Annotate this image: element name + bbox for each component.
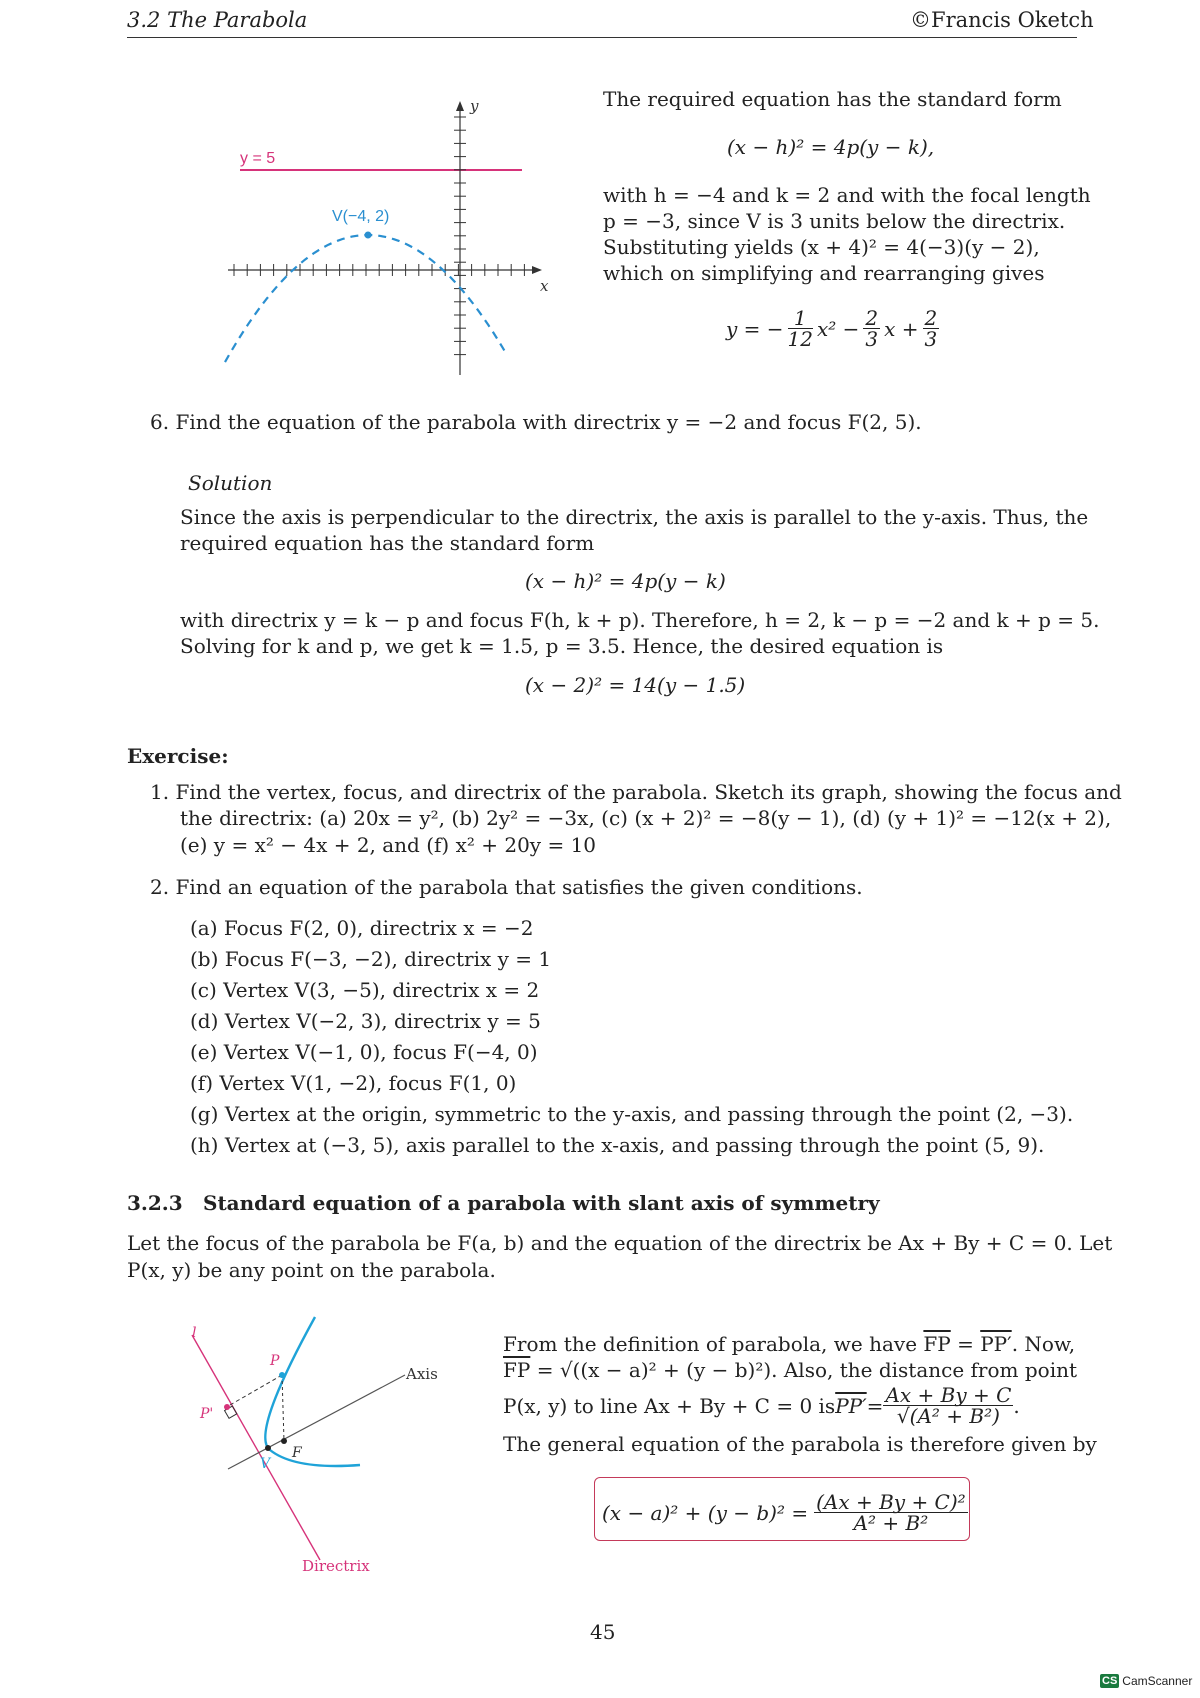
general-equation: [602, 1492, 968, 1533]
x-axis-arrow: [532, 266, 542, 274]
section-paragraph-line-2: P(x, y) be any point on the parabola.: [127, 1258, 496, 1282]
exercise-item-d: (d) Vertex V(−2, 3), directrix y = 5: [190, 1009, 541, 1033]
exercise-q1-line-1: 1. Find the vertex, focus, and directrix of the parabola. Sketch its graph, showing the focus and: [150, 780, 1122, 804]
pp-prime-overline: PP′: [835, 1393, 867, 1418]
exercise-item-f: (f) Vertex V(1, −2), focus F(1, 0): [190, 1071, 517, 1095]
vertex-label: V(−4, 2): [332, 208, 390, 225]
solution-line-3: with directrix y = k − p and focus F(h, k + p). Therefore, h = 2, k − p = −2 and k + p = 5.: [180, 608, 1100, 632]
header-rule: [127, 37, 1077, 38]
p-prime-point: [224, 1404, 230, 1410]
frac-den: √(A² + B²): [896, 1404, 1000, 1428]
pp-prime-overline: PP′: [980, 1332, 1012, 1356]
text: From the definition of parabola, we have: [503, 1332, 924, 1356]
eq-lhs: (x − a)² + (y − b)² =: [602, 1500, 809, 1525]
text: =: [866, 1393, 884, 1418]
section-number: 3.2.3: [127, 1191, 183, 1215]
ex5-line-2: with h = −4 and k = 2 and with the focal length: [603, 183, 1091, 207]
directrix-label: y = 5: [240, 150, 276, 167]
exercise-q1-line-3: (e) y = x² − 4x + 2, and (f) x² + 20y = 10: [180, 833, 597, 857]
frac-num: 2: [924, 306, 938, 330]
y-axis-label: y: [470, 97, 479, 115]
text: P(x, y) to line Ax + By + C = 0 is: [503, 1393, 836, 1418]
exercise-title: Exercise:: [127, 744, 229, 768]
section-title: Standard equation of a parabola with slant axis of symmetry: [203, 1191, 880, 1215]
fraction-2: [863, 308, 880, 349]
eq-lhs: y = −: [726, 316, 784, 341]
ex5-equation-standard: (x − h)² = 4p(y − k),: [727, 135, 935, 159]
focus-point: [281, 1438, 287, 1444]
l-label: l: [192, 1325, 197, 1341]
directrix-label: Directrix: [302, 1557, 370, 1575]
eq-term: x² −: [816, 316, 860, 341]
exercise-item-h: (h) Vertex at (−3, 5), axis parallel to the x-axis, and passing through the point (5, 9).: [190, 1133, 1045, 1157]
parabola-curve: [225, 235, 507, 362]
camscanner-watermark: [1100, 1674, 1192, 1688]
vertex-point: [365, 232, 372, 239]
exercise-item-g: (g) Vertex at the origin, symmetric to the y-axis, and passing through the point (2, −3).: [190, 1102, 1074, 1126]
parabola-curve: [265, 1317, 360, 1466]
slant-text-line-1: [503, 1331, 1075, 1357]
solution-title: Solution: [188, 471, 273, 495]
f-label: F: [292, 1445, 302, 1461]
exercise-item-a: (a) Focus F(2, 0), directrix x = −2: [190, 916, 534, 940]
fraction-3: [923, 308, 940, 349]
solution-line-1: Since the axis is perpendicular to the directrix, the axis is parallel to the y-axis. Thus, the: [180, 505, 1089, 529]
text: . Now,: [1011, 1332, 1076, 1356]
axis-line: [228, 1375, 405, 1469]
ex5-line-5: which on simplifying and rearranging gives: [603, 261, 1045, 285]
fraction-1: [788, 308, 813, 349]
eq-fraction: [814, 1492, 968, 1533]
running-header-section: 3.2 The Parabola: [127, 8, 308, 32]
y-axis-arrow: [456, 101, 464, 111]
pf-segment: [282, 1375, 284, 1441]
frac-num: (Ax + By + C)²: [816, 1490, 966, 1514]
camscanner-logo: CS: [1102, 1675, 1118, 1687]
slant-parabola-figure: [170, 1305, 470, 1575]
exercise-item-e: (e) Vertex V(−1, 0), focus F(−4, 0): [190, 1040, 538, 1064]
running-header-author: ©Francis Oketch: [910, 8, 1094, 32]
axis-label: Axis: [406, 1365, 438, 1383]
frac-num: 2: [865, 306, 879, 330]
fp-overline: $\overline{FP}$: [503, 1358, 531, 1382]
frac-den: 3: [924, 327, 938, 351]
camscanner-name: CamScanner: [1122, 1674, 1193, 1688]
frac-den: 12: [787, 327, 813, 351]
frac-den: 3: [865, 327, 879, 351]
exercise-q2: 2. Find an equation of the parabola that satisfies the given conditions.: [150, 875, 863, 899]
p-label: P: [270, 1353, 280, 1369]
frac-den: A² + B²: [853, 1511, 929, 1535]
problem-6-question: 6. Find the equation of the parabola with directrix y = −2 and focus F(2, 5).: [150, 410, 922, 434]
exercise-q1-line-2: the directrix: (a) 20x = y², (b) 2y² = −3x, (c) (x + 2)² = −8(y − 1), (d) (y + 1)² = −12(x + 2),: [180, 806, 1112, 830]
parabola-figure-vertex: [220, 95, 560, 385]
vertex-point: [265, 1445, 271, 1451]
frac-num: 1: [788, 308, 813, 329]
text: = √((x − a)² + (y − b)²). Also, the distance from point: [530, 1358, 1078, 1382]
frac-num: Ax + By + C: [885, 1383, 1012, 1407]
p-point: [279, 1372, 285, 1378]
exercise-item-c: (c) Vertex V(3, −5), directrix x = 2: [190, 978, 540, 1002]
p-prime-label: P': [200, 1406, 214, 1422]
slant-text-line-2: [503, 1357, 1077, 1383]
ex5-line-4: Substituting yields (x + 4)² = 4(−3)(y − 2),: [603, 235, 1040, 259]
fp-overline: $\overline{FP}$: [923, 1332, 951, 1356]
ex5-line-1: The required equation has the standard form: [603, 87, 1062, 111]
solution-equation-1: (x − h)² = 4p(y − k): [525, 569, 726, 593]
ex5-equation-result: [726, 308, 939, 349]
text: =: [950, 1332, 981, 1356]
ex5-line-3: p = −3, since V is 3 units below the directrix.: [603, 209, 1066, 233]
solution-line-2: required equation has the standard form: [180, 531, 595, 555]
slant-text-line-4: The general equation of the parabola is therefore given by: [503, 1432, 1097, 1456]
solution-line-4: Solving for k and p, we get k = 1.5, p = 3.5. Hence, the desired equation is: [180, 634, 944, 658]
eq-term: x +: [884, 316, 919, 341]
solution-equation-2: (x − 2)² = 14(y − 1.5): [525, 673, 746, 697]
distance-fraction: [883, 1385, 1013, 1426]
slant-text-line-3: P(x, y) to line Ax + By + C = 0 is PP′ = $\frac{Ax + By + C}{\text{√(A² + B²)}}$ .: [503, 1383, 1020, 1428]
exercise-item-b: (b) Focus F(−3, −2), directrix y = 1: [190, 947, 552, 971]
section-paragraph-line-1: Let the focus of the parabola be F(a, b) and the equation of the directrix be Ax + By + C = 0. Let: [127, 1231, 1113, 1255]
v-label: V: [260, 1456, 271, 1472]
x-axis-label: x: [540, 277, 549, 295]
page-number: 45: [590, 1620, 616, 1644]
